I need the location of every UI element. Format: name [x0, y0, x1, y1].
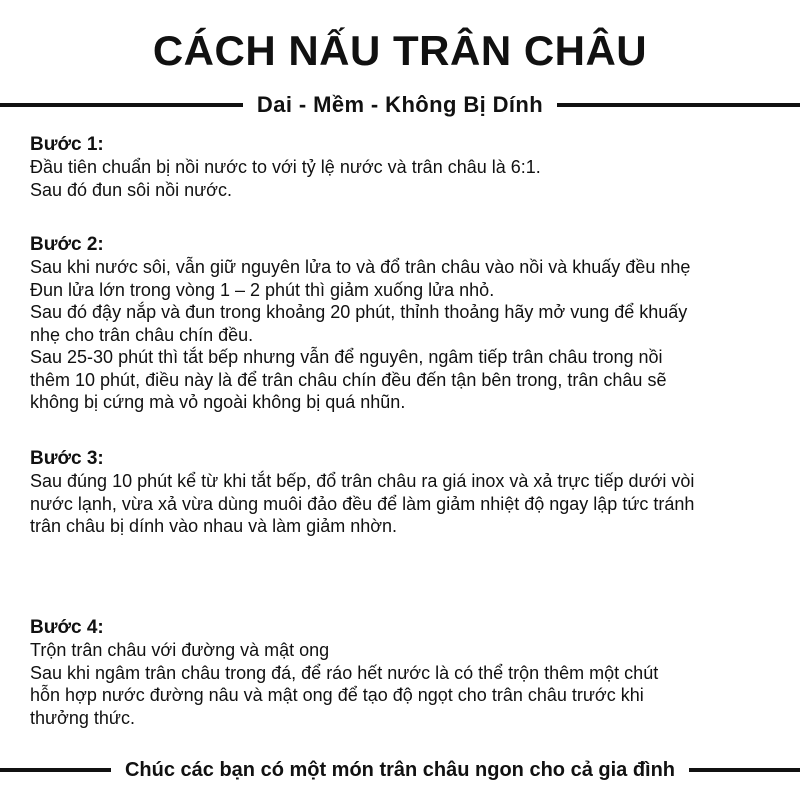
step-text-line: Sau đó đậy nắp và đun trong khoảng 20 phút, thỉnh thoảng hãy mở vung để khuấy: [30, 302, 688, 322]
footer-banner: [0, 755, 800, 785]
step-text-line: Đầu tiên chuẩn bị nồi nước to với tỷ lệ nước và trân châu là 6:1.: [30, 157, 541, 177]
step-1: [30, 134, 780, 201]
step-text-line: thưởng thức.: [30, 707, 135, 728]
subtitle-banner: [0, 90, 800, 120]
step-text-line: nhẹ cho trân châu chín đều.: [30, 324, 254, 345]
step-heading: Bước 4:: [30, 617, 104, 638]
footer-rule-right: [689, 768, 800, 772]
step-text-line: Trộn trân châu với đường và mật ong: [30, 640, 330, 660]
step-text-line: hỗn hợp nước đường nâu và mật ong để tạo độ ngọt cho trân châu trước khi: [30, 685, 644, 705]
subtitle-rule-right: [557, 103, 800, 107]
step-text-line: Sau 25-30 phút thì tắt bếp nhưng vẫn để nguyên, ngâm tiếp trân châu trong nồi: [30, 347, 663, 367]
footer-rule-left: [0, 768, 111, 772]
step-text-line: thêm 10 phút, điều này là để trân châu chín đều đến tận bên trong, trân châu sẽ: [30, 369, 667, 390]
step-heading: Bước 1:: [30, 134, 104, 155]
step-text-line: Đun lửa lớn trong vòng 1 – 2 phút thì giảm xuống lửa nhỏ.: [30, 279, 495, 300]
step-heading: Bước 2:: [30, 234, 104, 255]
subtitle-rule-left: [0, 103, 243, 107]
step-text-line: Sau đúng 10 phút kể từ khi tắt bếp, đổ trân châu ra giá inox và xả trực tiếp dưới vòi: [30, 471, 695, 491]
step-text-line: Sau khi nước sôi, vẫn giữ nguyên lửa to và đổ trân châu vào nồi và khuấy đều nhẹ: [30, 257, 691, 277]
step-4: [30, 617, 780, 729]
subtitle: Dai - Mềm - Không Bị Dính: [256, 92, 544, 117]
step-text-line: không bị cứng mà vỏ ngoài không bị quá nhũn.: [30, 392, 406, 412]
step-text-line: trân châu bị dính vào nhau và làm giảm nhờn.: [30, 516, 398, 536]
footer-message: Chúc các bạn có một món trân châu ngon cho cả gia đình: [124, 758, 676, 781]
step-text-line: nước lạnh, vừa xả vừa dùng muôi đảo đều để làm giảm nhiệt độ ngay lập tức tránh: [30, 493, 695, 514]
page-title: CÁCH NẤU TRÂN CHÂU: [152, 27, 648, 74]
step-heading: Bước 3:: [30, 448, 104, 469]
step-2: [30, 234, 780, 414]
step-text-line: Sau khi ngâm trân châu trong đá, để ráo hết nước là có thể trộn thêm một chút: [30, 662, 659, 683]
step-text-line: Sau đó đun sôi nồi nước.: [30, 179, 232, 200]
step-3: [30, 448, 780, 538]
